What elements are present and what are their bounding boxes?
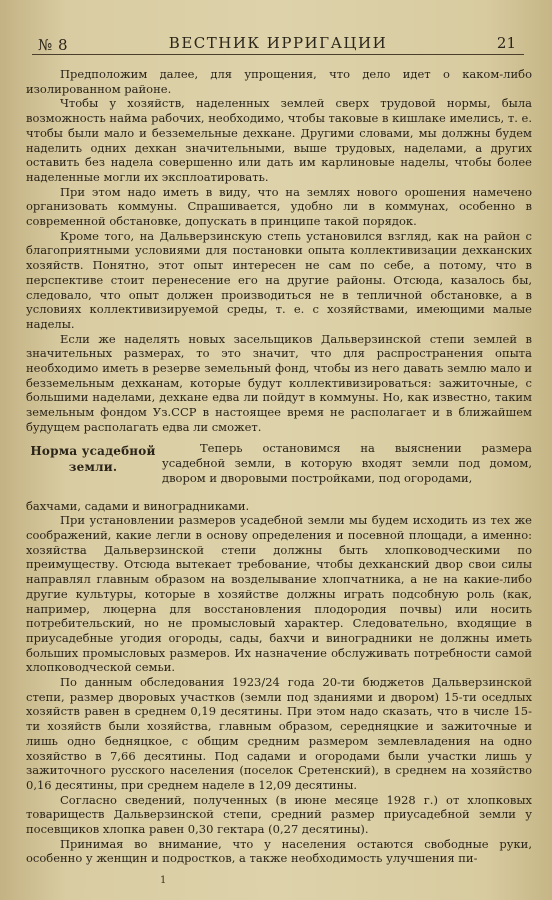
paragraph: Предположим далее, для упрощения, что дело идет о каком-либо изолированном районе. [26,67,532,96]
paragraph: Принимая во внимание, что у населения остаются свободные руки, особенно у женщин и подростков, а также необходимость улучшения пи- [26,836,532,866]
paragraph: Согласно сведений, полученных (в июне месяце 1928 г.) от хлопковых товариществ Дальверзинской степи, средний размер приусадебной земли у посевщиков хлопка равен 0,30 гектара (0,27 десятины). [26,792,532,837]
paragraph: Кроме того, на Дальверзинскую степь установился взгляд, как на район с благоприятными условиями для постановки опыта коллективизации дехканских хозяйств. Понятно, этот опыт интересен не сам по себе, а потому, что в перспективе стоит перенесение его на другие районы. Отсюда, казалось бы, следовало, что опыт должен производиться не в тепличной обстановке, а в условиях коллективизируемой среды, т. е. с хозяйствами, имеющими малые наделы. [26,228,532,331]
section-heading: Норма усадебной земли. [30,443,156,474]
section-block [26,441,532,499]
paragraph: При этом надо иметь в виду, что на землях нового орошения намечено организовать коммуны. Спрашивается, удобно ли в коммунах, особенно в современной обстановке, допускать в принципе такой порядок. [26,184,532,229]
journal-title: ВЕСТНИК ИРРИГАЦИИ [168,34,388,52]
paragraph: При установлении размеров усадебной земли мы будем исходить из тех же соображений, какие легли в основу определения и посевной площади, а именно: хозяйства Дальверзинской степи должны быть хлопководческими по преимуществу. Отсюда вытекает требование, чтобы дехканский двор свои силы направлял главным образом на возделывание хлопчатника, а не на какие-либо другие культуры, которые в хозяйстве должны играть подсобную роль (как, например, люцерна для восстановления плодородия почвы) или носить потребительский, но не промысловый характер. Следовательно, входящие в приусадебные угодия огороды, сады, бахчи и виноградники не должны иметь больших промысловых размеров. Их назначение обслуживать потребности самой хлопководческой семьи. [26,513,532,675]
page-number: 21 [496,34,516,52]
article-body [26,67,532,866]
paragraph: Если же наделять новых засельщиков Дальверзинской степи землей в значительных размерах, то это значит, что для распространения опыта необходимо иметь в резерве земельный фонд, чтобы из него давать землю мало и безземельным дехканам, которые будут коллективизироваться: зажиточные, с большими наделами, дехкане едва ли пойдут в коммуны. Но, как известно, таким земельным фондом Уз.ССР в настоящее время не располагает и в ближайшем будущем располагать едва ли сможет. [26,331,532,434]
paragraph: По данным обследования 1923/24 года 20-ти бюджетов Дальверзинской степи, размер дворовых участков (земли под зданиями и двором) 15-ти оседлых хозяйств равен в среднем 0,19 десятины. При этом надо сказать, что в числе 15-ти хозяйств были хозяйства, главным образом, середняцкие и зажиточные и лишь одно бедняцкое, с общим средним размером землевладения на одно хозяйство в 7,66 десятины. Под садами и огородами были участки лишь у зажиточного русского населения (поселок Сретенский), в среднем на хозяйство 0,16 десятины, при среднем наделе в 12,09 десятины. [26,675,532,792]
section-continuation: бахчами, садами и виноградниками. [26,498,250,513]
section-lead-text [162,441,532,486]
section-lead-paragraph: Теперь остановимся на выяснении размера усадебной земли, в которую входят земли под домом, двором и дворовыми постройками, под огородами, [162,440,532,485]
footnote-mark: 1 [160,875,167,886]
issue-number: № 8 [38,36,69,54]
page-header [32,32,524,55]
paragraph: Чтобы у хозяйств, наделенных землей сверх трудовой нормы, была возможность найма рабочих, необходимо, чтобы таковые в кишлаке имелись, т. е. чтобы были мало и безземельные дехкане. Другими словами, мы должны будем наделить одних дехкан значительными, выше трудовых, наделами, а других оставить без надела совершенно или дать им карлиновые наделы, чтобы более наделенные могли их эксплоатировать. [26,96,532,184]
